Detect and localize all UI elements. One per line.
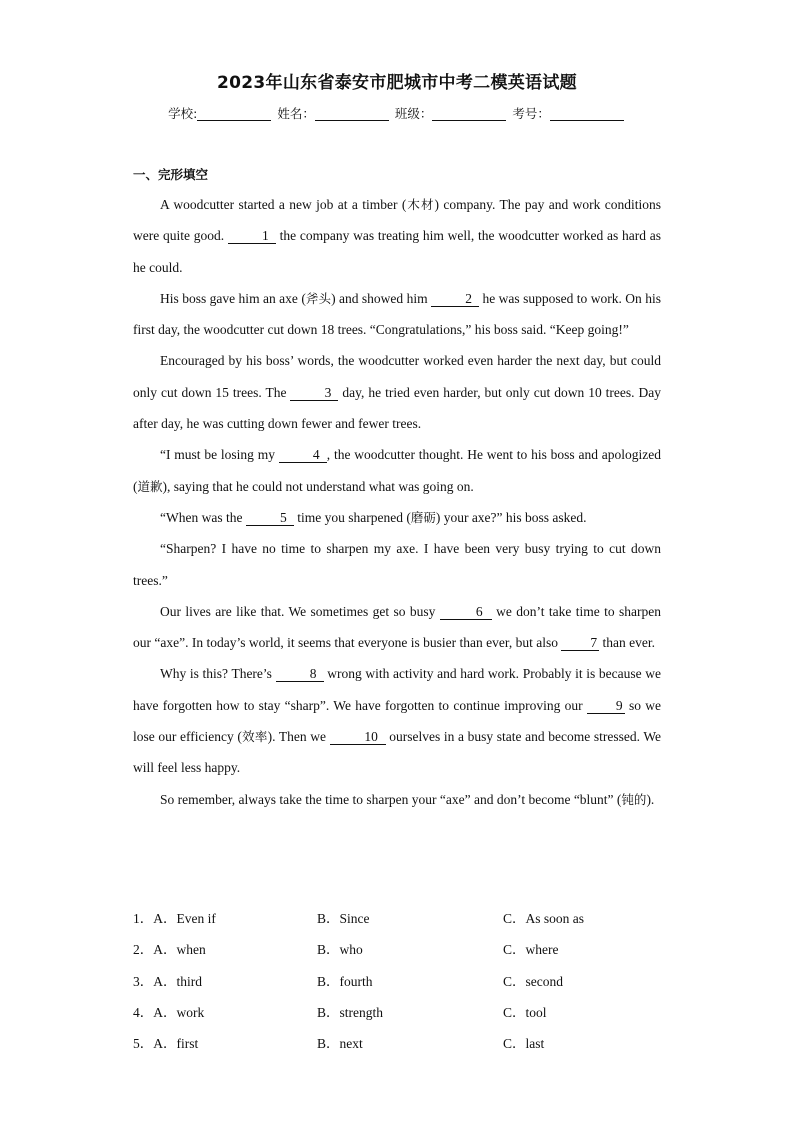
question-row: [133, 997, 693, 1028]
answer-options: [133, 903, 693, 1059]
option-a[interactable]: [133, 966, 202, 997]
blank-4[interactable]: 4: [279, 448, 327, 463]
passage-paragraph: [133, 502, 661, 533]
option-a[interactable]: [133, 934, 206, 965]
option-c[interactable]: C．As soon as: [503, 911, 585, 926]
field-number-label: 考号：: [512, 106, 550, 121]
passage-text: “Sharpen? I have no time to sharpen my axe. I have been very busy trying to cut down trees.”: [133, 541, 661, 588]
option-c[interactable]: C．where: [503, 942, 559, 958]
passage-text: Why is this? There’s: [160, 666, 276, 682]
question-number: 5．: [133, 1036, 154, 1052]
passage-text: So remember, always take the time to sharpen your “axe” and don’t become “blunt” (: [160, 791, 622, 807]
passage-text: so we lose our efficiency (: [133, 697, 661, 745]
question-row: [133, 966, 693, 997]
cloze-passage: [133, 189, 661, 815]
chinese-gloss: 磨砺: [410, 509, 436, 525]
passage-text: day, he tried even harder, but only cut down 10 trees. Day after day, he was cutting down fewer and fewer trees.: [133, 384, 661, 432]
passage-text: , the woodcutter thought. He went to his boss and apologized (: [133, 447, 661, 494]
option-b[interactable]: B．strength: [317, 1004, 383, 1020]
number-blank[interactable]: [550, 107, 624, 121]
question-row: [133, 934, 693, 965]
passage-text: ).: [646, 791, 655, 807]
option-b[interactable]: B．Since: [317, 911, 370, 926]
passage-text: the company was treating him well, the woodcutter worked as hard as he could.: [133, 228, 661, 275]
name-blank[interactable]: [315, 107, 389, 121]
option-a[interactable]: [133, 903, 216, 934]
exam-title: 2023年山东省泰安市肥城市中考二模英语试题: [217, 73, 577, 93]
passage-text: than ever.: [599, 635, 655, 651]
option-a-label: A．when: [153, 942, 206, 958]
option-b[interactable]: B．who: [317, 942, 363, 958]
option-b[interactable]: B．next: [317, 1036, 363, 1052]
blank-8[interactable]: 8: [276, 667, 324, 682]
question-number: 2．: [133, 942, 154, 958]
passage-paragraph: [133, 283, 661, 346]
passage-paragraph: [133, 189, 661, 283]
chinese-gloss: 道歉: [137, 478, 163, 494]
field-school-label: 学校:: [168, 106, 198, 121]
passage-text: ) and showed him: [331, 290, 432, 306]
question-row: [133, 1028, 693, 1059]
option-a-label: A．third: [153, 973, 202, 989]
blank-2[interactable]: 2: [431, 292, 479, 307]
passage-text: His boss gave him an axe (: [160, 290, 306, 306]
option-c[interactable]: C．second: [503, 973, 563, 989]
passage-text: ) company. The pay and work conditions were quite good.: [133, 197, 661, 244]
passage-text: ). Then we: [267, 729, 330, 745]
option-a-label: A．work: [153, 1004, 205, 1020]
passage-paragraph: [133, 345, 661, 439]
section-title: 一、完形填空: [133, 167, 209, 182]
blank-9[interactable]: 9: [587, 699, 625, 714]
passage-text: “I must be losing my: [160, 447, 279, 463]
passage-text: A woodcutter started a new job at a timber (: [160, 197, 407, 212]
question-row: [133, 903, 693, 934]
field-name-label: 姓名：: [277, 106, 315, 121]
passage-paragraph: [133, 658, 661, 783]
option-c[interactable]: C．last: [503, 1036, 545, 1052]
passage-text: time you sharpened (: [293, 509, 411, 525]
passage-text: he was supposed to work. On his first day, the woodcutter cut down 18 trees. “Congratulations,” his boss said. “Keep going!”: [133, 290, 661, 338]
passage-text: we don’t take time to sharpen our “axe”. In today’s world, it seems that everyone is busier than ever, but also: [133, 603, 661, 651]
passage-text: ) your axe?” his boss asked.: [435, 509, 587, 525]
blank-6[interactable]: 6: [440, 605, 492, 620]
blank-10[interactable]: 10: [330, 730, 386, 745]
passage-paragraph: [133, 533, 661, 596]
passage-text: ourselves in a busy state and become stressed. We will feel less happy.: [133, 729, 661, 776]
question-number: 4．: [133, 1004, 154, 1020]
blank-5[interactable]: 5: [246, 511, 294, 526]
option-a-label: A．first: [153, 1036, 199, 1052]
blank-3[interactable]: 3: [290, 386, 338, 401]
question-number: 1．: [133, 911, 154, 926]
field-class-label: 班级：: [394, 106, 433, 121]
passage-text: Our lives are like that. We sometimes get so busy: [160, 603, 440, 619]
passage-text: ), saying that he could not understand what was going on.: [162, 478, 474, 494]
chinese-gloss: 钝的: [621, 791, 647, 807]
school-blank[interactable]: [197, 107, 271, 121]
class-blank[interactable]: [432, 107, 506, 121]
passage-paragraph: [133, 784, 661, 815]
option-a[interactable]: [133, 1028, 198, 1059]
passage-paragraph: [133, 596, 661, 659]
blank-7[interactable]: 7: [561, 636, 599, 651]
chinese-gloss: 斧头: [305, 290, 332, 306]
passage-text: wrong with activity and hard work. Probably it is because we have forgotten how to stay “sharp”. We have forgotten to continue improving our: [133, 666, 662, 713]
chinese-gloss: 效率: [241, 729, 268, 745]
student-info-line: [0, 104, 794, 122]
option-b[interactable]: B．fourth: [317, 973, 373, 989]
option-c[interactable]: C．tool: [503, 1004, 547, 1020]
passage-text: “When was the: [160, 509, 246, 525]
option-a[interactable]: [133, 997, 204, 1028]
question-number: 3．: [133, 973, 154, 989]
passage-text: Encouraged by his boss’ words, the woodcutter worked even harder the next day, but could only cut down 15 trees. The: [133, 353, 661, 400]
blank-1[interactable]: 1: [228, 229, 276, 244]
chinese-gloss: 木材: [406, 197, 435, 212]
option-a-label: A．Even if: [153, 911, 216, 926]
passage-paragraph: [133, 439, 661, 502]
